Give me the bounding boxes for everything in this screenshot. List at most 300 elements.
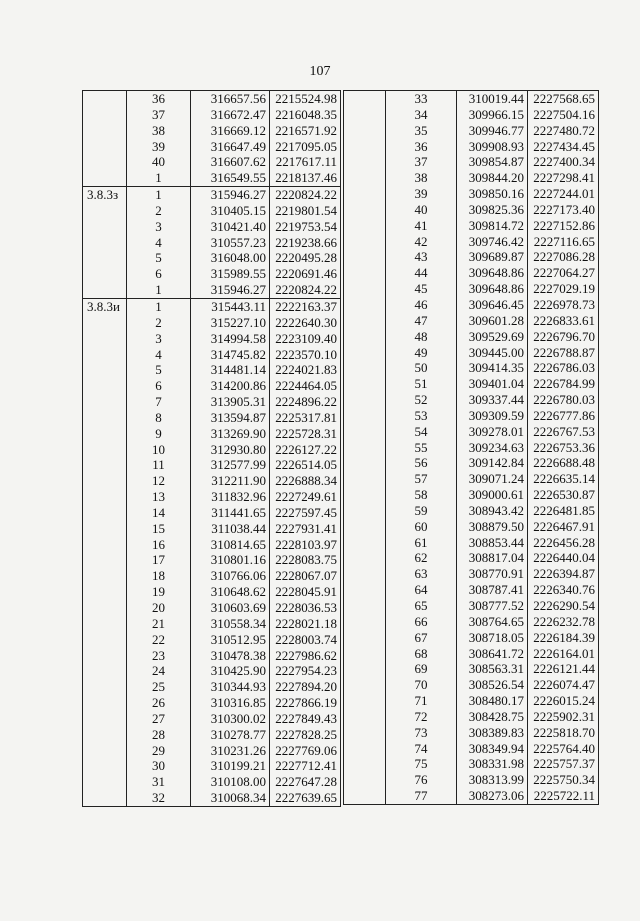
point-number-cell: 64 bbox=[386, 582, 457, 598]
point-number-cell: 2 bbox=[127, 203, 191, 219]
point-number-cell: 13 bbox=[127, 489, 191, 505]
section-cell bbox=[83, 107, 127, 123]
y-coordinate-cell: 2227116.65 bbox=[528, 234, 599, 250]
table-row bbox=[83, 362, 341, 378]
point-number-cell: 76 bbox=[386, 772, 457, 788]
x-coordinate-cell: 308879.50 bbox=[457, 519, 528, 535]
point-number-cell: 63 bbox=[386, 566, 457, 582]
section-cell bbox=[83, 394, 127, 410]
y-coordinate-cell: 2226184.39 bbox=[528, 630, 599, 646]
table-row bbox=[344, 598, 599, 614]
table-row bbox=[344, 234, 599, 250]
x-coordinate-cell: 310421.40 bbox=[191, 219, 270, 235]
y-coordinate-cell: 2227931.41 bbox=[270, 521, 341, 537]
x-coordinate-cell: 316669.12 bbox=[191, 123, 270, 139]
y-coordinate-cell: 2226888.34 bbox=[270, 473, 341, 489]
section-cell bbox=[344, 281, 386, 297]
y-coordinate-cell: 2224464.05 bbox=[270, 378, 341, 394]
x-coordinate-cell: 316647.49 bbox=[191, 139, 270, 155]
table-row bbox=[83, 568, 341, 584]
table-row bbox=[344, 265, 599, 281]
section-cell bbox=[83, 489, 127, 505]
table-row bbox=[344, 709, 599, 725]
x-coordinate-cell: 308777.52 bbox=[457, 598, 528, 614]
point-number-cell: 68 bbox=[386, 646, 457, 662]
right-coordinates-table bbox=[343, 90, 599, 805]
x-coordinate-cell: 308349.94 bbox=[457, 741, 528, 757]
point-number-cell: 66 bbox=[386, 614, 457, 630]
x-coordinate-cell: 308770.91 bbox=[457, 566, 528, 582]
section-cell bbox=[344, 455, 386, 471]
table-row bbox=[344, 788, 599, 804]
point-number-cell: 1 bbox=[127, 282, 191, 298]
point-number-cell: 45 bbox=[386, 281, 457, 297]
point-number-cell: 60 bbox=[386, 519, 457, 535]
x-coordinate-cell: 309689.87 bbox=[457, 249, 528, 265]
table-row bbox=[83, 235, 341, 251]
point-number-cell: 37 bbox=[127, 107, 191, 123]
table-row bbox=[344, 630, 599, 646]
x-coordinate-cell: 310766.06 bbox=[191, 568, 270, 584]
y-coordinate-cell: 2227244.01 bbox=[528, 186, 599, 202]
table-row bbox=[83, 727, 341, 743]
point-number-cell: 18 bbox=[127, 568, 191, 584]
x-coordinate-cell: 309337.44 bbox=[457, 392, 528, 408]
point-number-cell: 20 bbox=[127, 600, 191, 616]
point-number-cell: 47 bbox=[386, 313, 457, 329]
section-cell bbox=[344, 519, 386, 535]
table-row bbox=[344, 455, 599, 471]
point-number-cell: 36 bbox=[386, 139, 457, 155]
section-cell bbox=[344, 772, 386, 788]
x-coordinate-cell: 309746.42 bbox=[457, 234, 528, 250]
x-coordinate-cell: 310068.34 bbox=[191, 790, 270, 806]
y-coordinate-cell: 2226127.22 bbox=[270, 442, 341, 458]
section-cell bbox=[83, 378, 127, 394]
table-row bbox=[344, 677, 599, 693]
table-row bbox=[344, 313, 599, 329]
x-coordinate-cell: 316672.47 bbox=[191, 107, 270, 123]
x-coordinate-cell: 311038.44 bbox=[191, 521, 270, 537]
section-cell bbox=[344, 535, 386, 551]
point-number-cell: 27 bbox=[127, 711, 191, 727]
point-number-cell: 39 bbox=[127, 139, 191, 155]
y-coordinate-cell: 2226015.24 bbox=[528, 693, 599, 709]
table-row bbox=[344, 566, 599, 582]
point-number-cell: 5 bbox=[127, 362, 191, 378]
section-cell bbox=[83, 410, 127, 426]
table-row bbox=[83, 154, 341, 170]
x-coordinate-cell: 309529.69 bbox=[457, 329, 528, 345]
section-cell bbox=[344, 630, 386, 646]
y-coordinate-cell: 2225722.11 bbox=[528, 788, 599, 804]
x-coordinate-cell: 309445.00 bbox=[457, 345, 528, 361]
section-cell bbox=[344, 582, 386, 598]
section-cell bbox=[83, 91, 127, 107]
table-row bbox=[83, 394, 341, 410]
section-cell bbox=[83, 219, 127, 235]
table-row bbox=[83, 632, 341, 648]
section-cell bbox=[344, 360, 386, 376]
x-coordinate-cell: 314745.82 bbox=[191, 347, 270, 363]
x-coordinate-cell: 313594.87 bbox=[191, 410, 270, 426]
table-row bbox=[83, 600, 341, 616]
table-row bbox=[83, 457, 341, 473]
point-number-cell: 8 bbox=[127, 410, 191, 426]
section-cell bbox=[344, 709, 386, 725]
y-coordinate-cell: 2227568.65 bbox=[528, 91, 599, 107]
section-cell bbox=[344, 123, 386, 139]
section-cell bbox=[83, 123, 127, 139]
table-row bbox=[344, 329, 599, 345]
x-coordinate-cell: 311441.65 bbox=[191, 505, 270, 521]
y-coordinate-cell: 2226978.73 bbox=[528, 297, 599, 313]
y-coordinate-cell: 2227866.19 bbox=[270, 695, 341, 711]
y-coordinate-cell: 2215524.98 bbox=[270, 91, 341, 107]
x-coordinate-cell: 313269.90 bbox=[191, 426, 270, 442]
x-coordinate-cell: 315443.11 bbox=[191, 298, 270, 314]
x-coordinate-cell: 312211.90 bbox=[191, 473, 270, 489]
x-coordinate-cell: 309309.59 bbox=[457, 408, 528, 424]
x-coordinate-cell: 309844.20 bbox=[457, 170, 528, 186]
x-coordinate-cell: 310648.62 bbox=[191, 584, 270, 600]
table-row bbox=[83, 537, 341, 553]
table-row bbox=[344, 376, 599, 392]
y-coordinate-cell: 2227434.45 bbox=[528, 139, 599, 155]
table-row bbox=[83, 489, 341, 505]
section-cell bbox=[83, 315, 127, 331]
table-row bbox=[83, 584, 341, 600]
y-coordinate-cell: 2227986.62 bbox=[270, 648, 341, 664]
x-coordinate-cell: 314994.58 bbox=[191, 331, 270, 347]
y-coordinate-cell: 2225902.31 bbox=[528, 709, 599, 725]
section-cell bbox=[83, 139, 127, 155]
y-coordinate-cell: 2220824.22 bbox=[270, 282, 341, 298]
x-coordinate-cell: 309825.36 bbox=[457, 202, 528, 218]
x-coordinate-cell: 309648.86 bbox=[457, 281, 528, 297]
x-coordinate-cell: 316048.00 bbox=[191, 250, 270, 266]
table-row bbox=[83, 679, 341, 695]
section-cell bbox=[344, 376, 386, 392]
section-cell bbox=[83, 154, 127, 170]
y-coordinate-cell: 2226394.87 bbox=[528, 566, 599, 582]
x-coordinate-cell: 310558.34 bbox=[191, 616, 270, 632]
point-number-cell: 40 bbox=[386, 202, 457, 218]
y-coordinate-cell: 2226530.87 bbox=[528, 487, 599, 503]
x-coordinate-cell: 310425.90 bbox=[191, 663, 270, 679]
point-number-cell: 25 bbox=[127, 679, 191, 695]
y-coordinate-cell: 2222163.37 bbox=[270, 298, 341, 314]
section-cell bbox=[83, 774, 127, 790]
point-number-cell: 17 bbox=[127, 552, 191, 568]
x-coordinate-cell: 309000.61 bbox=[457, 487, 528, 503]
table-row bbox=[344, 535, 599, 551]
section-cell bbox=[344, 693, 386, 709]
x-coordinate-cell: 309414.35 bbox=[457, 360, 528, 376]
section-cell bbox=[344, 756, 386, 772]
section-cell bbox=[344, 408, 386, 424]
section-cell bbox=[83, 347, 127, 363]
x-coordinate-cell: 308331.98 bbox=[457, 756, 528, 772]
point-number-cell: 4 bbox=[127, 347, 191, 363]
table-row bbox=[344, 392, 599, 408]
point-number-cell: 6 bbox=[127, 266, 191, 282]
point-number-cell: 58 bbox=[386, 487, 457, 503]
point-number-cell: 3 bbox=[127, 331, 191, 347]
y-coordinate-cell: 2227597.45 bbox=[270, 505, 341, 521]
y-coordinate-cell: 2226777.86 bbox=[528, 408, 599, 424]
y-coordinate-cell: 2226786.03 bbox=[528, 360, 599, 376]
section-cell bbox=[344, 297, 386, 313]
point-number-cell: 7 bbox=[127, 394, 191, 410]
point-number-cell: 16 bbox=[127, 537, 191, 553]
x-coordinate-cell: 308764.65 bbox=[457, 614, 528, 630]
point-number-cell: 23 bbox=[127, 648, 191, 664]
x-coordinate-cell: 316607.62 bbox=[191, 154, 270, 170]
y-coordinate-cell: 2228067.07 bbox=[270, 568, 341, 584]
section-cell bbox=[83, 616, 127, 632]
y-coordinate-cell: 2223109.40 bbox=[270, 331, 341, 347]
x-coordinate-cell: 308718.05 bbox=[457, 630, 528, 646]
section-cell bbox=[344, 170, 386, 186]
x-coordinate-cell: 309966.15 bbox=[457, 107, 528, 123]
section-cell bbox=[83, 758, 127, 774]
x-coordinate-cell: 308817.04 bbox=[457, 550, 528, 566]
y-coordinate-cell: 2225317.81 bbox=[270, 410, 341, 426]
point-number-cell: 32 bbox=[127, 790, 191, 806]
table-row bbox=[344, 725, 599, 741]
y-coordinate-cell: 2226784.99 bbox=[528, 376, 599, 392]
table-row bbox=[83, 91, 341, 107]
x-coordinate-cell: 312577.99 bbox=[191, 457, 270, 473]
point-number-cell: 14 bbox=[127, 505, 191, 521]
point-number-cell: 24 bbox=[127, 663, 191, 679]
section-cell bbox=[83, 648, 127, 664]
y-coordinate-cell: 2226796.70 bbox=[528, 329, 599, 345]
point-number-cell: 48 bbox=[386, 329, 457, 345]
section-cell bbox=[83, 170, 127, 186]
point-number-cell: 31 bbox=[127, 774, 191, 790]
point-number-cell: 61 bbox=[386, 535, 457, 551]
table-row bbox=[344, 519, 599, 535]
page-number: 107 bbox=[309, 64, 331, 79]
point-number-cell: 19 bbox=[127, 584, 191, 600]
point-number-cell: 38 bbox=[127, 123, 191, 139]
x-coordinate-cell: 315989.55 bbox=[191, 266, 270, 282]
section-cell bbox=[344, 186, 386, 202]
point-number-cell: 70 bbox=[386, 677, 457, 693]
y-coordinate-cell: 2226833.61 bbox=[528, 313, 599, 329]
y-coordinate-cell: 2227086.28 bbox=[528, 249, 599, 265]
table-row bbox=[344, 154, 599, 170]
table-row bbox=[344, 186, 599, 202]
y-coordinate-cell: 2226232.78 bbox=[528, 614, 599, 630]
section-cell bbox=[83, 521, 127, 537]
section-cell bbox=[83, 505, 127, 521]
y-coordinate-cell: 2226290.54 bbox=[528, 598, 599, 614]
x-coordinate-cell: 315227.10 bbox=[191, 315, 270, 331]
y-coordinate-cell: 2226340.76 bbox=[528, 582, 599, 598]
x-coordinate-cell: 309648.86 bbox=[457, 265, 528, 281]
point-number-cell: 4 bbox=[127, 235, 191, 251]
point-number-cell: 75 bbox=[386, 756, 457, 772]
x-coordinate-cell: 310557.23 bbox=[191, 235, 270, 251]
point-number-cell: 54 bbox=[386, 424, 457, 440]
point-number-cell: 12 bbox=[127, 473, 191, 489]
table-row bbox=[83, 187, 341, 203]
table-row bbox=[344, 297, 599, 313]
table-row bbox=[83, 378, 341, 394]
table-row bbox=[83, 711, 341, 727]
point-number-cell: 1 bbox=[127, 298, 191, 314]
section-cell bbox=[344, 550, 386, 566]
x-coordinate-cell: 313905.31 bbox=[191, 394, 270, 410]
y-coordinate-cell: 2217617.11 bbox=[270, 154, 341, 170]
y-coordinate-cell: 2227480.72 bbox=[528, 123, 599, 139]
table-row bbox=[344, 550, 599, 566]
section-cell bbox=[344, 345, 386, 361]
section-cell bbox=[344, 392, 386, 408]
section-cell bbox=[83, 663, 127, 679]
y-coordinate-cell: 2227849.43 bbox=[270, 711, 341, 727]
y-coordinate-cell: 2226164.01 bbox=[528, 646, 599, 662]
y-coordinate-cell: 2227029.19 bbox=[528, 281, 599, 297]
y-coordinate-cell: 2218137.46 bbox=[270, 170, 341, 186]
section-cell bbox=[83, 552, 127, 568]
section-cell bbox=[344, 741, 386, 757]
table-row bbox=[344, 202, 599, 218]
table-row bbox=[83, 426, 341, 442]
point-number-cell: 43 bbox=[386, 249, 457, 265]
section-cell bbox=[83, 568, 127, 584]
y-coordinate-cell: 2227712.41 bbox=[270, 758, 341, 774]
point-number-cell: 22 bbox=[127, 632, 191, 648]
y-coordinate-cell: 2227298.41 bbox=[528, 170, 599, 186]
x-coordinate-cell: 314481.14 bbox=[191, 362, 270, 378]
table-row bbox=[83, 331, 341, 347]
section-cell bbox=[83, 790, 127, 806]
x-coordinate-cell: 316549.55 bbox=[191, 170, 270, 186]
point-number-cell: 49 bbox=[386, 345, 457, 361]
table-row bbox=[344, 281, 599, 297]
section-cell bbox=[344, 313, 386, 329]
table-row bbox=[83, 521, 341, 537]
y-coordinate-cell: 2219753.54 bbox=[270, 219, 341, 235]
point-number-cell: 29 bbox=[127, 743, 191, 759]
section-cell bbox=[344, 788, 386, 804]
table-row bbox=[83, 648, 341, 664]
x-coordinate-cell: 315946.27 bbox=[191, 187, 270, 203]
x-coordinate-cell: 308313.99 bbox=[457, 772, 528, 788]
table-row bbox=[344, 345, 599, 361]
point-number-cell: 38 bbox=[386, 170, 457, 186]
point-number-cell: 37 bbox=[386, 154, 457, 170]
table-row bbox=[83, 315, 341, 331]
point-number-cell: 41 bbox=[386, 218, 457, 234]
section-cell bbox=[344, 677, 386, 693]
x-coordinate-cell: 309071.24 bbox=[457, 471, 528, 487]
point-number-cell: 74 bbox=[386, 741, 457, 757]
table-row bbox=[83, 790, 341, 806]
table-row bbox=[344, 772, 599, 788]
table-row bbox=[83, 347, 341, 363]
table-row bbox=[83, 203, 341, 219]
point-number-cell: 15 bbox=[127, 521, 191, 537]
y-coordinate-cell: 2228036.53 bbox=[270, 600, 341, 616]
x-coordinate-cell: 308389.83 bbox=[457, 725, 528, 741]
y-coordinate-cell: 2227639.65 bbox=[270, 790, 341, 806]
point-number-cell: 30 bbox=[127, 758, 191, 774]
section-cell bbox=[344, 725, 386, 741]
point-number-cell: 56 bbox=[386, 455, 457, 471]
section-cell bbox=[83, 203, 127, 219]
x-coordinate-cell: 316657.56 bbox=[191, 91, 270, 107]
y-coordinate-cell: 2228021.18 bbox=[270, 616, 341, 632]
y-coordinate-cell: 2226121.44 bbox=[528, 661, 599, 677]
point-number-cell: 21 bbox=[127, 616, 191, 632]
x-coordinate-cell: 309814.72 bbox=[457, 218, 528, 234]
table-row bbox=[83, 410, 341, 426]
section-cell bbox=[83, 235, 127, 251]
section-cell: 3.8.3и bbox=[83, 298, 127, 314]
y-coordinate-cell: 2225750.34 bbox=[528, 772, 599, 788]
y-coordinate-cell: 2228103.97 bbox=[270, 537, 341, 553]
x-coordinate-cell: 309946.77 bbox=[457, 123, 528, 139]
x-coordinate-cell: 308480.17 bbox=[457, 693, 528, 709]
point-number-cell: 67 bbox=[386, 630, 457, 646]
point-number-cell: 11 bbox=[127, 457, 191, 473]
y-coordinate-cell: 2217095.05 bbox=[270, 139, 341, 155]
point-number-cell: 73 bbox=[386, 725, 457, 741]
section-cell bbox=[344, 154, 386, 170]
point-number-cell: 10 bbox=[127, 442, 191, 458]
table-row bbox=[83, 616, 341, 632]
y-coordinate-cell: 2225728.31 bbox=[270, 426, 341, 442]
point-number-cell: 9 bbox=[127, 426, 191, 442]
x-coordinate-cell: 310108.00 bbox=[191, 774, 270, 790]
section-cell bbox=[83, 442, 127, 458]
x-coordinate-cell: 309142.84 bbox=[457, 455, 528, 471]
y-coordinate-cell: 2226481.85 bbox=[528, 503, 599, 519]
section-cell bbox=[83, 727, 127, 743]
y-coordinate-cell: 2226780.03 bbox=[528, 392, 599, 408]
section-cell bbox=[83, 426, 127, 442]
y-coordinate-cell: 2226456.28 bbox=[528, 535, 599, 551]
table-row bbox=[344, 614, 599, 630]
section-cell bbox=[83, 711, 127, 727]
table-row bbox=[83, 107, 341, 123]
y-coordinate-cell: 2226074.47 bbox=[528, 677, 599, 693]
y-coordinate-cell: 2227647.28 bbox=[270, 774, 341, 790]
point-number-cell: 6 bbox=[127, 378, 191, 394]
y-coordinate-cell: 2220824.22 bbox=[270, 187, 341, 203]
y-coordinate-cell: 2228045.91 bbox=[270, 584, 341, 600]
table-row bbox=[83, 695, 341, 711]
x-coordinate-cell: 310405.15 bbox=[191, 203, 270, 219]
section-cell bbox=[344, 249, 386, 265]
y-coordinate-cell: 2227894.20 bbox=[270, 679, 341, 695]
section-cell bbox=[344, 234, 386, 250]
table-row bbox=[344, 107, 599, 123]
y-coordinate-cell: 2227504.16 bbox=[528, 107, 599, 123]
point-number-cell: 34 bbox=[386, 107, 457, 123]
table-row bbox=[344, 756, 599, 772]
point-number-cell: 69 bbox=[386, 661, 457, 677]
point-number-cell: 46 bbox=[386, 297, 457, 313]
x-coordinate-cell: 309850.16 bbox=[457, 186, 528, 202]
x-coordinate-cell: 308563.31 bbox=[457, 661, 528, 677]
x-coordinate-cell: 310344.93 bbox=[191, 679, 270, 695]
